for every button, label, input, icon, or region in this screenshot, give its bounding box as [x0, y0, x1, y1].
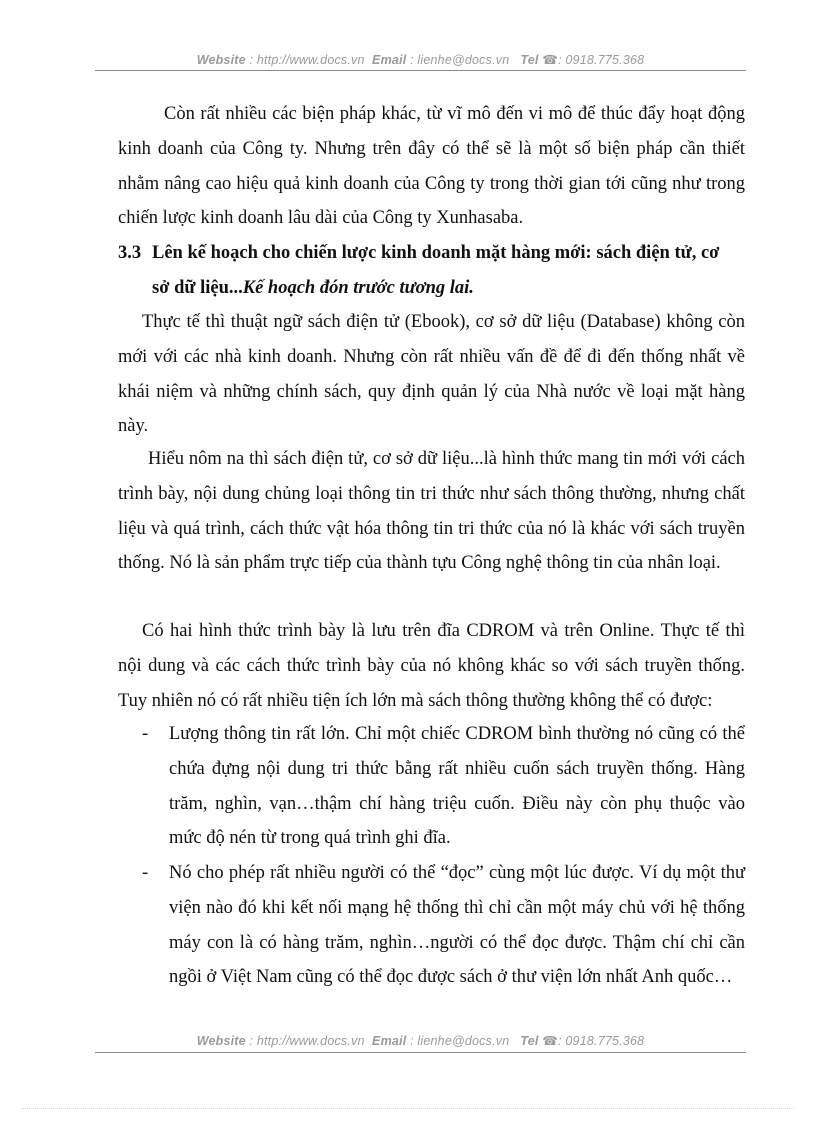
- page-edge-divider: [22, 1108, 794, 1109]
- footer-website-label: Website: [196, 1034, 246, 1048]
- footer-email-label: Email: [372, 1034, 407, 1048]
- header-email-label: Email: [372, 53, 407, 67]
- list-item: [142, 717, 745, 856]
- bullet-marker: -: [142, 724, 149, 744]
- header-tel-value: : 0918.775.368: [558, 53, 645, 67]
- phone-icon: ☎: [542, 1034, 559, 1048]
- footer-website-value: : http://www.docs.vn: [249, 1034, 365, 1048]
- section-heading: [118, 236, 745, 306]
- paragraph-2: Thực tế thì thuật ngữ sách điện tử (Ebook), cơ sở dữ liệu (Database) không còn mới với các nhà kinh doanh. Nhưng còn rất nhiều vấn đề để đi đến thống nhất về khái niệm và những chính sách, quy định quản lý của Nhà nước về loại mặt hàng này.: [118, 312, 745, 437]
- header-email-value: : lienhe@docs.vn: [410, 53, 510, 67]
- section-title-line1: Lên kế hoạch cho chiến lược kinh doanh mặt hàng mới: sách điện tử, cơ: [152, 243, 720, 263]
- header-rule: [95, 70, 746, 71]
- list-item-text: Nó cho phép rất nhiều người có thể “đọc” cùng một lúc được. Ví dụ một thư viện nào đó khi kết nối mạng hệ thống thì chỉ cần một máy chủ với hệ thống máy con là có hàng trăm, nghìn…người có thể đọc được. Thậm chí chỉ cần ngồi ở Việt Nam cũng có thể đọc được sách ở thư viện lớn nhất Anh quốc…: [169, 863, 745, 988]
- section-title-display: [118, 243, 745, 306]
- bullet-marker: -: [142, 863, 149, 883]
- footer-tel-label: Tel: [520, 1034, 539, 1048]
- section-number: 3.3: [118, 243, 142, 263]
- list-item: [142, 856, 745, 995]
- list-item-text: Lượng thông tin rất lớn. Chỉ một chiếc CDROM bình thường nó cũng có thể chứa đựng nội dung tri thức bằng rất nhiều cuốn sách truyền thống. Hàng trăm, nghìn, vạn…thậm chí hàng triệu cuốn. Điều này còn phụ thuộc vào mức độ nén từ trong quá trình ghi đĩa.: [169, 724, 745, 849]
- section-title-line2: sở dữ liệu...: [152, 277, 243, 298]
- header-tel-label: Tel: [520, 53, 539, 67]
- paragraph-4: Có hai hình thức trình bày là lưu trên đĩa CDROM và trên Online. Thực tế thì nội dung và các cách thức trình bày của nó không khác so với sách truyền thống. Tuy nhiên nó có rất nhiều tiện ích lớn mà sách thông thường không thể có được:: [118, 621, 745, 711]
- page-header: [95, 52, 746, 67]
- footer-email-value: : lienhe@docs.vn: [410, 1034, 510, 1048]
- header-website-label: Website: [196, 53, 246, 67]
- page-footer: [95, 1033, 746, 1048]
- phone-icon: ☎: [542, 53, 559, 67]
- section-title-italic: Kế hoạch đón trước tương lai.: [242, 277, 474, 298]
- footer-rule: [95, 1052, 746, 1053]
- paragraph-1: Còn rất nhiều các biện pháp khác, từ vĩ mô đến vi mô để thúc đẩy hoạt động kinh doanh của Công ty. Nhưng trên đây có thể sẽ là một số biện pháp cần thiết nhằm nâng cao hiệu quả kinh doanh của Công ty trong thời gian tới cũng như trong chiến lược kinh doanh lâu dài của Công ty Xunhasaba.: [118, 104, 745, 229]
- footer-tel-value: : 0918.775.368: [558, 1034, 645, 1048]
- header-website-value: : http://www.docs.vn: [249, 53, 365, 67]
- paragraph-3: Hiểu nôm na thì sách điện tử, cơ sở dữ liệu...là hình thức mang tin mới với cách trình bày, nội dung chủng loại thông tin tri thức như sách thông thường, nhưng chất liệu và quá trình, cách thức vật hóa thông tin tri thức của nó là khác với sách truyền thống. Nó là sản phẩm trực tiếp của thành tựu Công nghệ thông tin của nhân loại.: [118, 449, 745, 574]
